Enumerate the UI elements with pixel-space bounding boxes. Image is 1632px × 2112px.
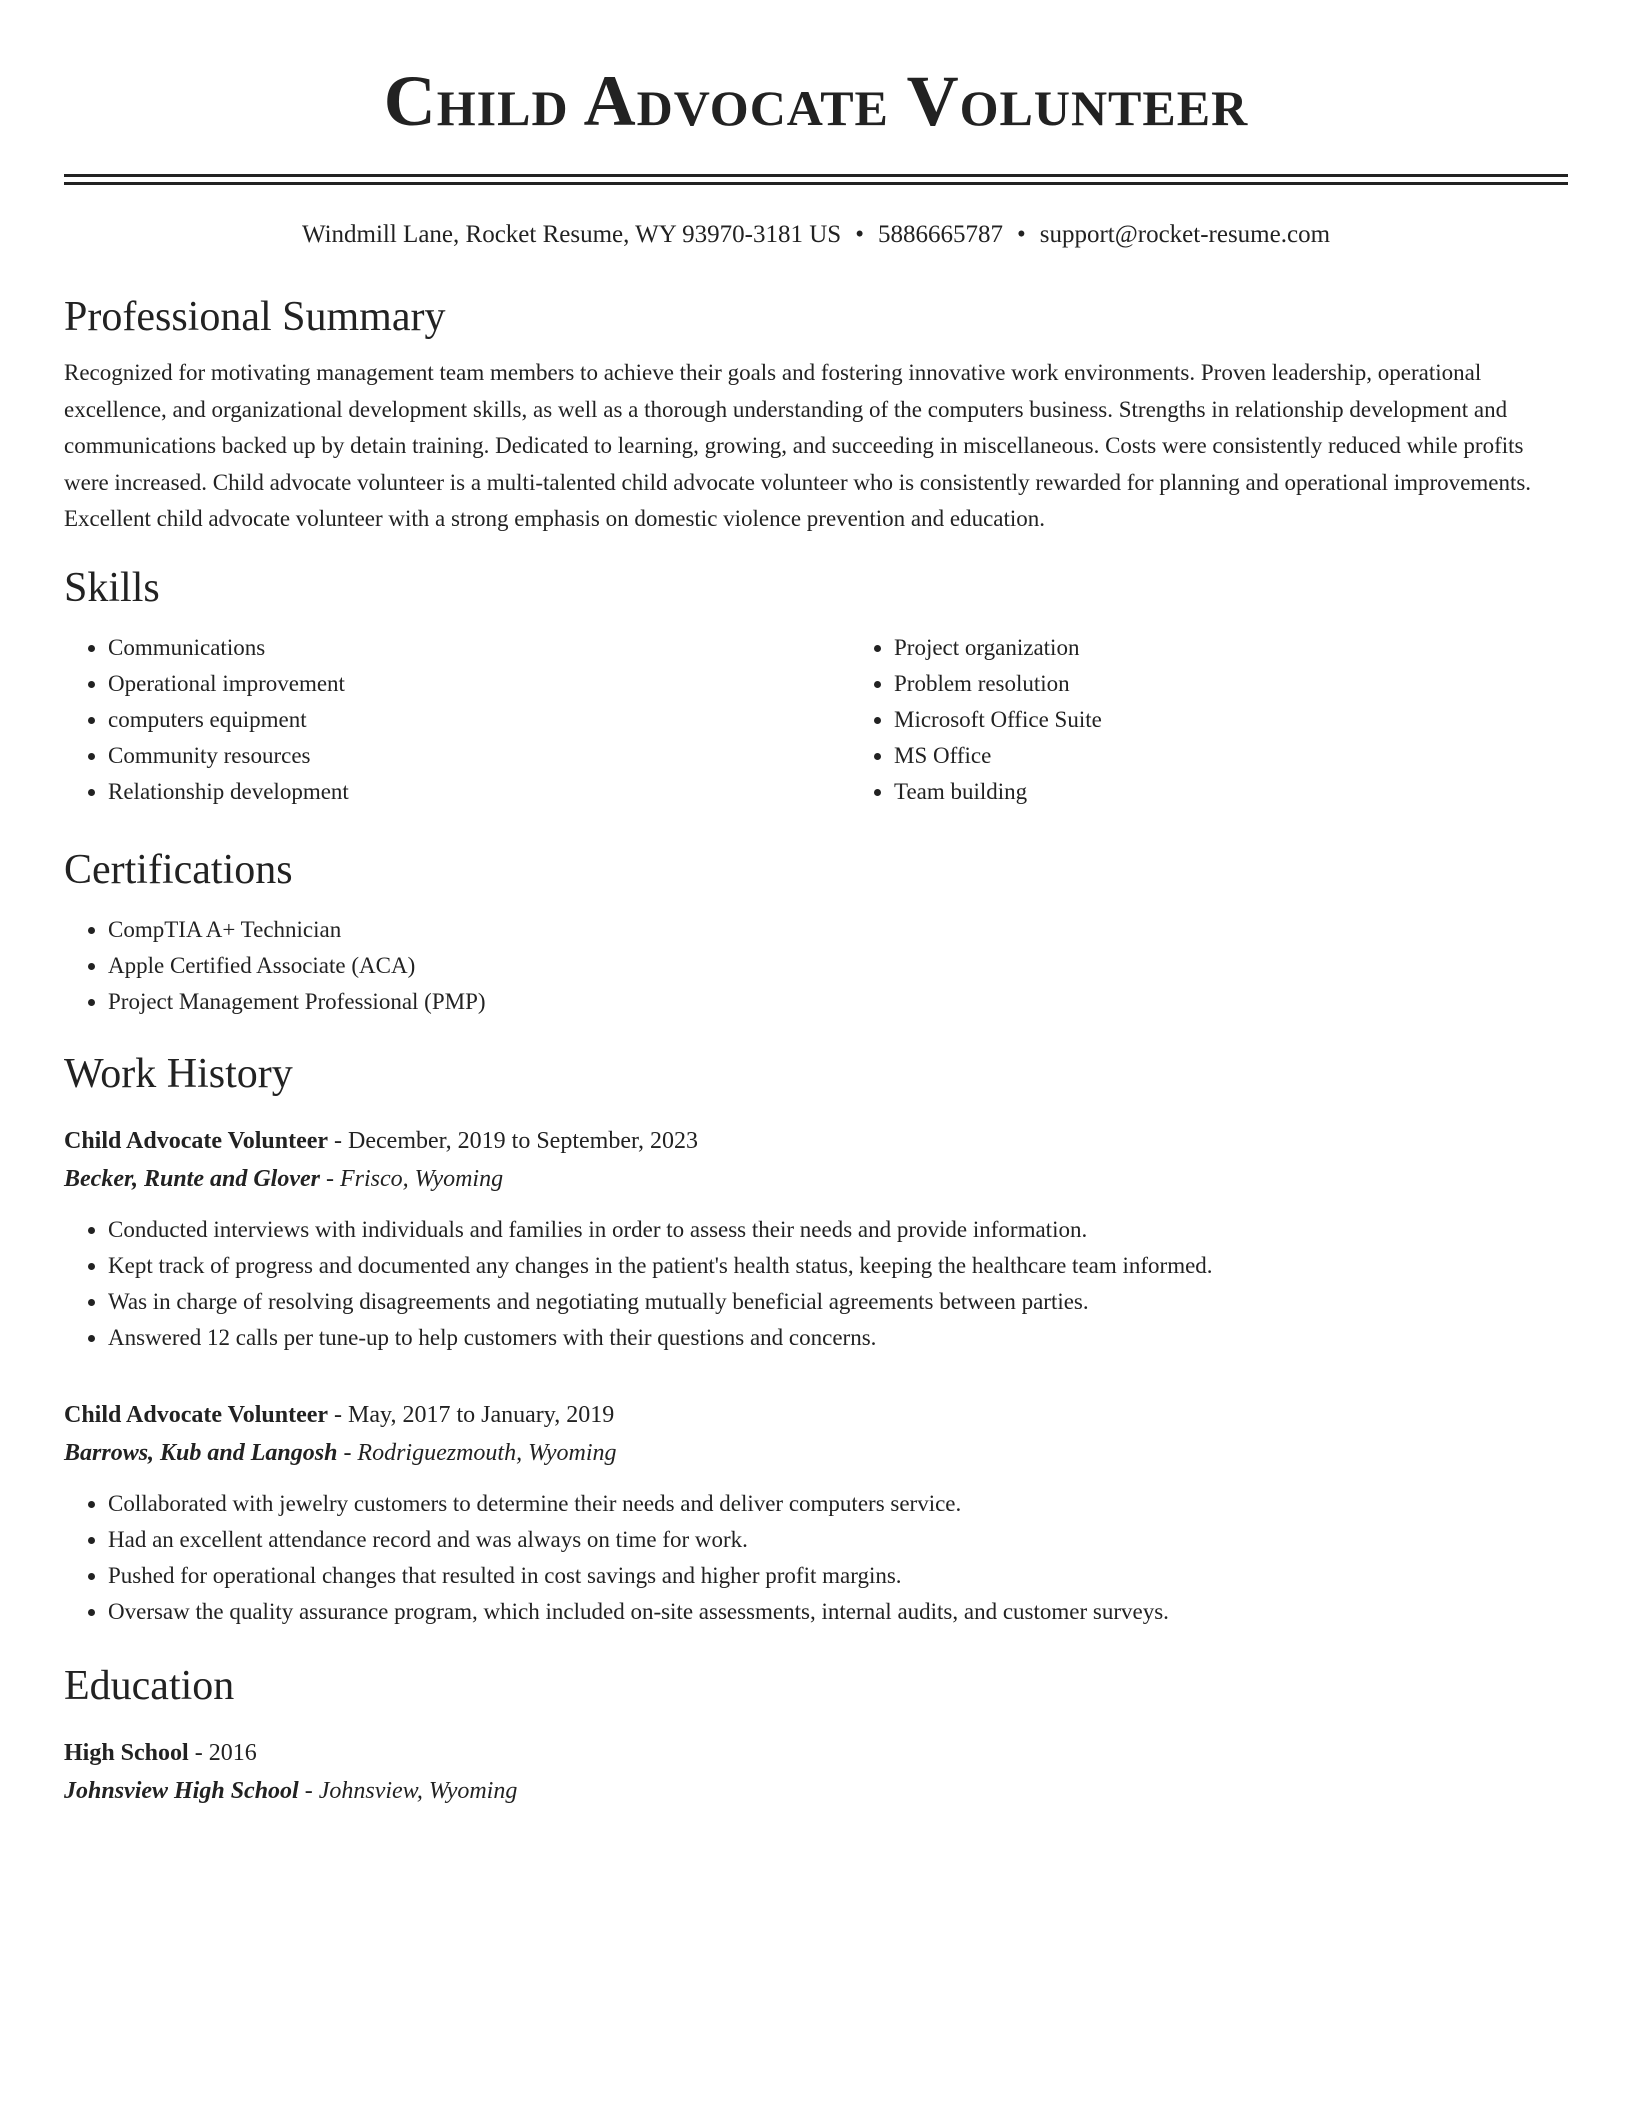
job-entry bbox=[64, 1122, 1568, 1356]
skill-item: • Problem resolution bbox=[894, 666, 1632, 702]
job-dates: - December, 2019 to September, 2023 bbox=[328, 1127, 699, 1154]
contact-separator: • bbox=[1016, 221, 1026, 248]
contact-address: Windmill Lane, Rocket Resume, WY 93970-3181 US bbox=[301, 221, 842, 248]
header-divider bbox=[64, 174, 1568, 185]
education-school-line bbox=[64, 1772, 1568, 1810]
skill-item: • Operational improvement bbox=[108, 666, 850, 702]
job-location: - Frisco, Wyoming bbox=[320, 1165, 504, 1192]
education-degree-line bbox=[64, 1734, 1568, 1772]
skill-item: • Relationship development bbox=[108, 774, 850, 810]
job-dates: - May, 2017 to January, 2019 bbox=[328, 1401, 615, 1428]
job-bullet: • Had an excellent attendance record and was always on time for work. bbox=[108, 1522, 1568, 1558]
contact-separator: • bbox=[855, 221, 864, 248]
contact-phone: 5886665787 bbox=[877, 221, 1003, 248]
job-company-line bbox=[64, 1434, 1568, 1472]
education-degree: High School bbox=[64, 1739, 189, 1766]
job-bullet: • Oversaw the quality assurance program, which included on-site assessments, internal audits, and customer surveys. bbox=[108, 1594, 1568, 1630]
skills-list-left bbox=[64, 630, 850, 810]
certifications-list bbox=[64, 912, 1568, 1020]
skills-list-right bbox=[850, 630, 1632, 810]
job-company-line bbox=[64, 1160, 1568, 1198]
job-bullets bbox=[64, 1212, 1568, 1356]
job-title-line bbox=[64, 1122, 1568, 1160]
contact-line bbox=[64, 219, 1568, 251]
section-heading-work-history: Work History bbox=[64, 1050, 293, 1097]
job-company: Barrows, Kub and Langosh bbox=[64, 1439, 338, 1466]
section-heading-summary: Professional Summary bbox=[64, 294, 446, 340]
skills-columns bbox=[64, 630, 1568, 810]
job-title-line bbox=[64, 1396, 1568, 1434]
job-bullets bbox=[64, 1486, 1568, 1630]
skill-item: • MS Office bbox=[894, 738, 1632, 774]
skill-item: • Microsoft Office Suite bbox=[894, 702, 1632, 738]
education-school: Johnsview High School bbox=[64, 1777, 299, 1804]
job-bullet: • Kept track of progress and documented any changes in the patient's health status, keeping the healthcare team informed. bbox=[108, 1248, 1568, 1284]
skill-item: • Project organization bbox=[894, 630, 1632, 666]
certification-item: • Apple Certified Associate (ACA) bbox=[108, 948, 1568, 984]
education-location: - Johnsview, Wyoming bbox=[298, 1777, 518, 1804]
education-entry bbox=[64, 1734, 1568, 1810]
job-company: Becker, Runte and Glover bbox=[64, 1165, 320, 1192]
job-entry bbox=[64, 1396, 1568, 1630]
certification-item: • CompTIA A+ Technician bbox=[108, 912, 1568, 948]
job-bullet: • Collaborated with jewelry customers to determine their needs and deliver computers service. bbox=[108, 1486, 1568, 1522]
summary-text: Recognized for motivating management team members to achieve their goals and fostering innovative work environments. Proven leadership, operational excellence, and organizational development skills, as well as a thorough understanding of the computers business. Strengths in relationship development and communications backed up by detain training. Dedicated to learning, growing, and succeeding in miscellaneous. Costs were consistently reduced while profits were increased. Child advocate volunteer is a multi-talented child advocate volunteer who is consistently rewarded for planning and operational improvements. Excellent child advocate volunteer with a strong emphasis on domestic violence prevention and education. bbox=[64, 360, 1532, 531]
job-bullet: • Was in charge of resolving disagreements and negotiating mutually beneficial agreements between parties. bbox=[108, 1284, 1568, 1320]
section-heading-certifications: Certifications bbox=[64, 846, 293, 893]
contact-email: support@rocket-resume.com bbox=[1039, 221, 1331, 248]
section-heading-skills: Skills bbox=[64, 564, 160, 611]
skill-item: • Community resources bbox=[108, 738, 850, 774]
section-heading-education: Education bbox=[64, 1662, 235, 1709]
skill-item: • Communications bbox=[108, 630, 850, 666]
resume-name: Child Advocate Volunteer bbox=[383, 61, 1249, 141]
job-bullet: • Pushed for operational changes that resulted in cost savings and higher profit margins. bbox=[108, 1558, 1568, 1594]
job-title: Child Advocate Volunteer bbox=[64, 1127, 329, 1154]
job-location: - Rodriguezmouth, Wyoming bbox=[337, 1439, 617, 1466]
job-title: Child Advocate Volunteer bbox=[64, 1401, 329, 1428]
job-bullet: • Conducted interviews with individuals and families in order to assess their needs and provide information. bbox=[108, 1212, 1568, 1248]
skill-item: • Team building bbox=[894, 774, 1632, 810]
education-year: - 2016 bbox=[188, 1739, 257, 1766]
certification-item: • Project Management Professional (PMP) bbox=[108, 984, 1568, 1020]
skill-item: • computers equipment bbox=[108, 702, 850, 738]
job-bullet: • Answered 12 calls per tune-up to help customers with their questions and concerns. bbox=[108, 1320, 1568, 1356]
